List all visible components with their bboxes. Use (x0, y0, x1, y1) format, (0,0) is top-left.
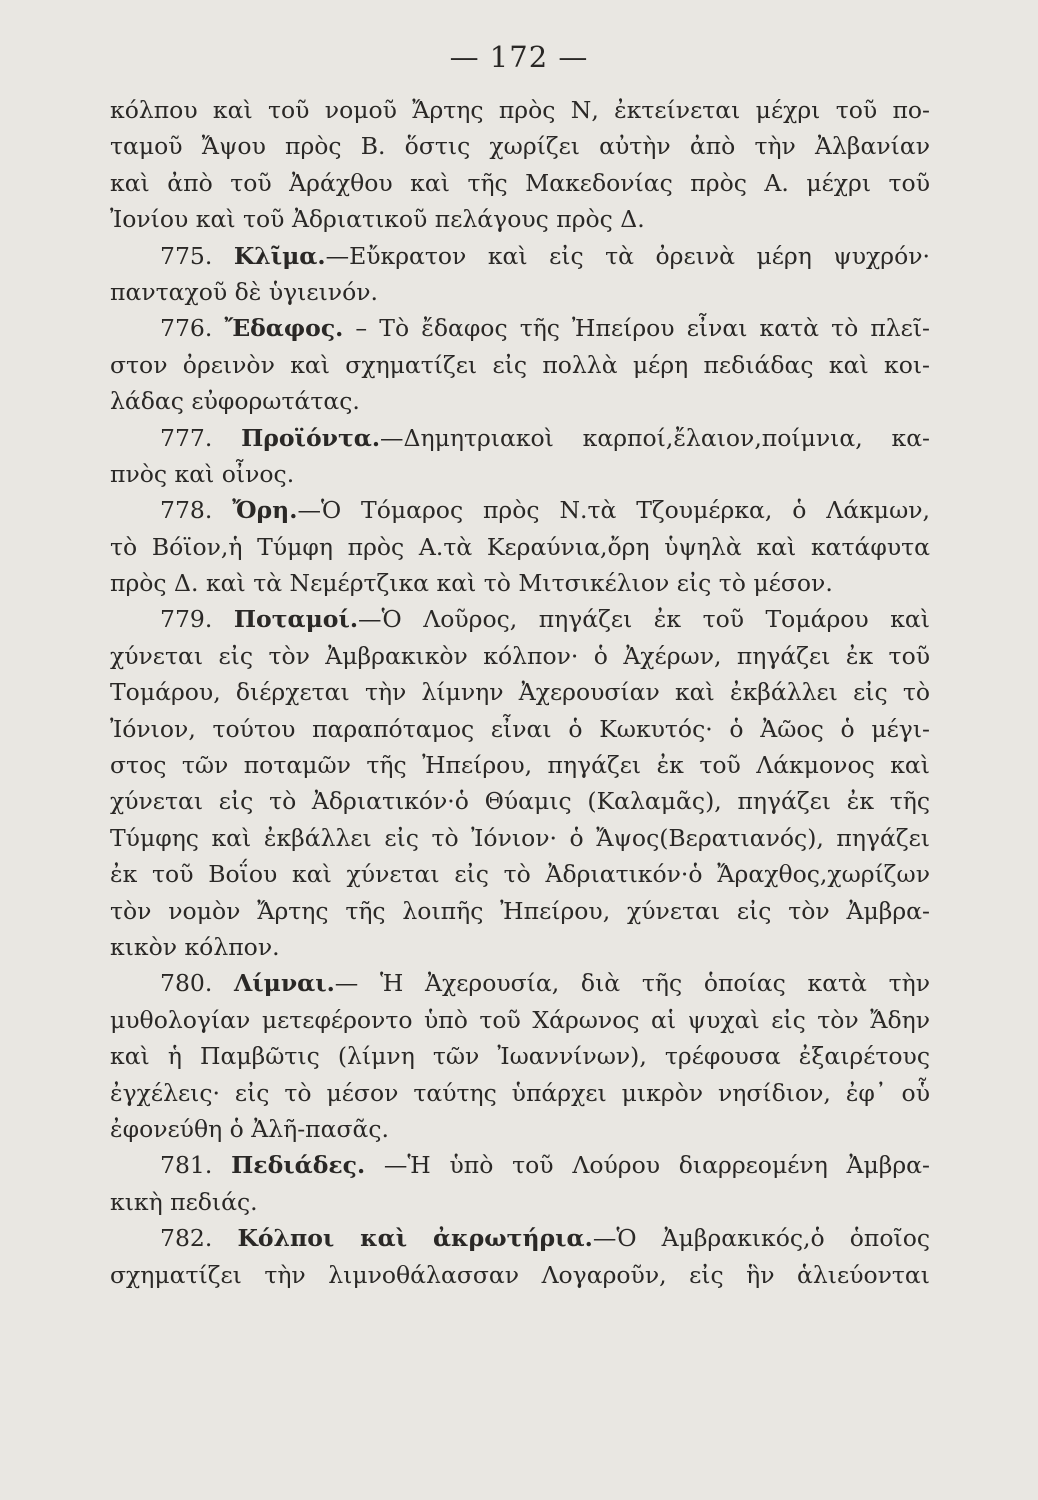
section-number: 779. (160, 605, 234, 634)
text-line (110, 529, 930, 565)
section-heading: Κλῖμα. (233, 241, 326, 270)
line-text: —Δημητριακοὶ καρποί,ἔλαιον,ποίμνια, κα- (380, 423, 930, 452)
line-text: στος τῶν ποταμῶν τῆς Ἠπείρου, πηγάζει ἐκ τοῦ Λάκμονος καὶ (110, 751, 930, 780)
line-text: ἐφονεύθη ὁ Ἀλῆ-πασᾶς. (110, 1114, 390, 1143)
line-text: κικὸν κόλπον. (110, 932, 280, 961)
line-text: τὸ Βόϊον,ἡ Τύμφη πρὸς Α.τὰ Κεραύνια,ὄρη ὑψηλὰ καὶ κατάφυτα (110, 532, 930, 561)
line-text: —Ὁ Λοῦρος, πηγάζει ἐκ τοῦ Τομάρου καὶ (358, 605, 930, 634)
section-line (110, 965, 930, 1001)
text-line (110, 783, 930, 819)
line-text: καὶ ἡ Παμβῶτις (λίμνη τῶν Ἰωαννίνων), τρέφουσα ἐξαιρέτους (110, 1042, 930, 1071)
line-text: σχηματίζει τὴν λιμνοθάλασσαν Λογαροῦν, εἰς ἣν ἁλιεύονται (110, 1260, 930, 1289)
line-text: – Τὸ ἔδαφος τῆς Ἠπείρου εἶναι κατὰ τὸ πλεῖ- (343, 314, 930, 343)
section-line (110, 1220, 930, 1256)
section-number: 780. (160, 969, 235, 998)
section-line (110, 1147, 930, 1183)
text-line (110, 711, 930, 747)
text-line (110, 1257, 930, 1293)
section-number: 778. (160, 496, 233, 525)
text-line (110, 1075, 930, 1111)
line-text: Τομάρου, διέρχεται τὴν λίμνην Ἀχερουσίαν καὶ ἐκβάλλει εἰς τὸ (110, 678, 930, 707)
section-heading: Κόλποι καὶ ἀκρωτήρια. (237, 1224, 593, 1253)
section-heading: Ὄρη. (232, 496, 298, 525)
section-number: 775. (160, 241, 234, 270)
line-text: λάδας εὐφορωτάτας. (110, 387, 360, 416)
section-number: 777. (160, 423, 242, 452)
line-text: ἐγχέλεις· εἰς τὸ μέσον ταύτης ὑπάρχει μικρὸν νησίδιον, ἐφ᾽ οὗ (110, 1078, 930, 1107)
line-text: τὸν νομὸν Ἄρτης τῆς λοιπῆς Ἠπείρου, χύνεται εἰς τὸν Ἀμβρα- (110, 896, 930, 925)
line-text: πνὸς καὶ οἶνος. (110, 459, 295, 488)
text-line (110, 893, 930, 929)
text-line (110, 1002, 930, 1038)
text-line (110, 128, 930, 164)
line-text: ταμοῦ Ἄψου πρὸς Β. ὅστις χωρίζει αὐτὴν ἀπὸ τὴν Ἀλβανίαν (110, 132, 930, 161)
section-line (110, 238, 930, 274)
page-number: — 172 — (449, 40, 589, 74)
section-heading: Προϊόντα. (241, 423, 381, 452)
section-heading: Ἔδαφος. (224, 314, 344, 343)
text-line (110, 638, 930, 674)
section-line (110, 420, 930, 456)
section-heading: Λίμναι. (234, 969, 335, 998)
section-line (110, 492, 930, 528)
section-line (110, 310, 930, 346)
section-line (110, 601, 930, 637)
line-text: κόλπου καὶ τοῦ νομοῦ Ἄρτης πρὸς Ν, ἐκτείνεται μέχρι τοῦ πο- (110, 96, 930, 124)
line-text: Ἰόνιον, τούτου παραπόταμος εἶναι ὁ Κωκυτός· ὁ Ἀῶος ὁ μέγι- (110, 714, 930, 743)
line-text: —Εὔκρατον καὶ εἰς τὰ ὀρεινὰ μέρη ψυχρόν· (325, 241, 930, 270)
text-line (110, 1111, 930, 1147)
section-number: 781. (160, 1151, 232, 1180)
text-line (110, 565, 930, 601)
line-text: ἐκ τοῦ Βοΐου καὶ χύνεται εἰς τὸ Ἀδριατικόν·ὁ Ἄραχθος,χωρίζων (110, 860, 930, 889)
line-text: μυθολογίαν μετεφέροντο ὑπὸ τοῦ Χάρωνος αἱ ψυχαὶ εἰς τὸν Ἄδην (110, 1005, 930, 1034)
line-text: —Ὁ Ἀμβρακικός,ὁ ὁποῖος (592, 1224, 930, 1253)
line-text: πρὸς Δ. καὶ τὰ Νεμέρτζικα καὶ τὸ Μιτσικέλιον εἰς τὸ μέσον. (110, 569, 833, 598)
section-heading: Πεδιάδες. (231, 1151, 366, 1180)
text-line (110, 1184, 930, 1220)
line-text: χύνεται εἰς τὸν Ἀμβρακικὸν κόλπον· ὁ Ἀχέρων, πηγάζει ἐκ τοῦ (110, 641, 930, 670)
line-text: Τύμφης καὶ ἐκβάλλει εἰς τὸ Ἰόνιον· ὁ Ἄψος(Βερατιανός), πηγάζει (110, 823, 930, 852)
text-line (110, 274, 930, 310)
text-line (110, 92, 930, 128)
text-line (110, 1038, 930, 1074)
line-text: —Ὁ Τόμαρος πρὸς Ν.τὰ Τζουμέρκα, ὁ Λάκμων, (297, 496, 930, 525)
text-line (110, 347, 930, 383)
text-line (110, 747, 930, 783)
text-line (110, 856, 930, 892)
text-line (110, 165, 930, 201)
line-text: Ἰονίου καὶ τοῦ Ἀδριατικοῦ πελάγους πρὸς Δ. (110, 205, 645, 234)
text-line (110, 929, 930, 965)
line-text: χύνεται εἰς τὸ Ἀδριατικόν·ὁ Θύαμις (Καλαμᾶς), πηγάζει ἐκ τῆς (110, 787, 930, 816)
line-text: καὶ ἀπὸ τοῦ Ἀράχθου καὶ τῆς Μακεδονίας πρὸς Α. μέχρι τοῦ (110, 168, 930, 197)
section-number: 782. (160, 1224, 238, 1253)
text-line (110, 456, 930, 492)
line-text: —Ἡ ὑπὸ τοῦ Λούρου διαρρεομένη Ἀμβρα- (365, 1151, 930, 1180)
line-text: — Ἡ Ἀχερουσία, διὰ τῆς ὁποίας κατὰ τὴν (334, 969, 930, 998)
text-line (110, 201, 930, 237)
text-line (110, 383, 930, 419)
text-line (110, 820, 930, 856)
page-body (110, 92, 930, 1293)
text-line (110, 674, 930, 710)
section-number: 776. (160, 314, 225, 343)
line-text: κικὴ πεδιάς. (110, 1187, 258, 1216)
line-text: στον ὀρεινὸν καὶ σχηματίζει εἰς πολλὰ μέρη πεδιάδας καὶ κοι- (110, 350, 930, 379)
line-text: πανταχοῦ δὲ ὑγιεινόν. (110, 277, 378, 306)
section-heading: Ποταμοί. (233, 605, 359, 634)
